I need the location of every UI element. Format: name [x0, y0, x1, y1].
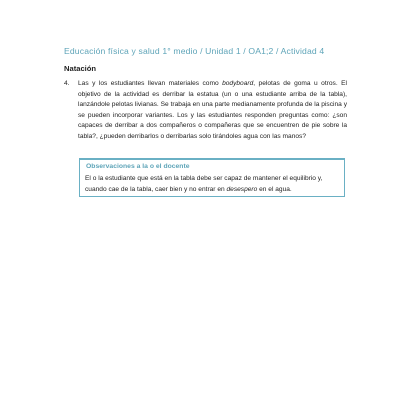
observations-title: Observaciones a la o el docente: [86, 163, 190, 170]
item-text-part-2: , pelotas de goma u otros. El objetivo de la actividad es derribar la estatua (un o una estudiante arriba de la tabla), lanzándole pelotas livianas. Se trabaja en una parte medianamente profunda de la piscina y se pueden incorporar variantes. Los y las estudiantes responden preguntas como: ¿son capaces de derribar a dos compañeros o compañeras que se encuentren de pie sobre la tabla?, ¿pueden derribarlos o derribarlas solo tirándoles agua con las manos?: [78, 80, 347, 140]
page-header: Educación física y salud 1° medio / Unidad 1 / OA1;2 / Actividad 4: [64, 46, 325, 56]
section-title: Natación: [64, 64, 97, 73]
observations-text-part-2: en el agua.: [257, 185, 292, 193]
observations-box: [79, 158, 345, 197]
item-text-part-1: Las y los estudiantes llevan materiales como: [78, 80, 223, 87]
observations-text-italic: desespero: [226, 185, 258, 193]
observations-text-part-1: El o la estudiante que está en la tabla debe ser capaz de mantener el equilibrio y, cuando cae de la tabla, caer bien y no entrar en: [85, 175, 323, 193]
item-text: [78, 79, 347, 143]
observations-text: [85, 174, 341, 195]
item-text-italic: bodyboard: [222, 80, 254, 87]
item-number: 4.: [64, 80, 70, 87]
activity-item: [64, 79, 347, 143]
